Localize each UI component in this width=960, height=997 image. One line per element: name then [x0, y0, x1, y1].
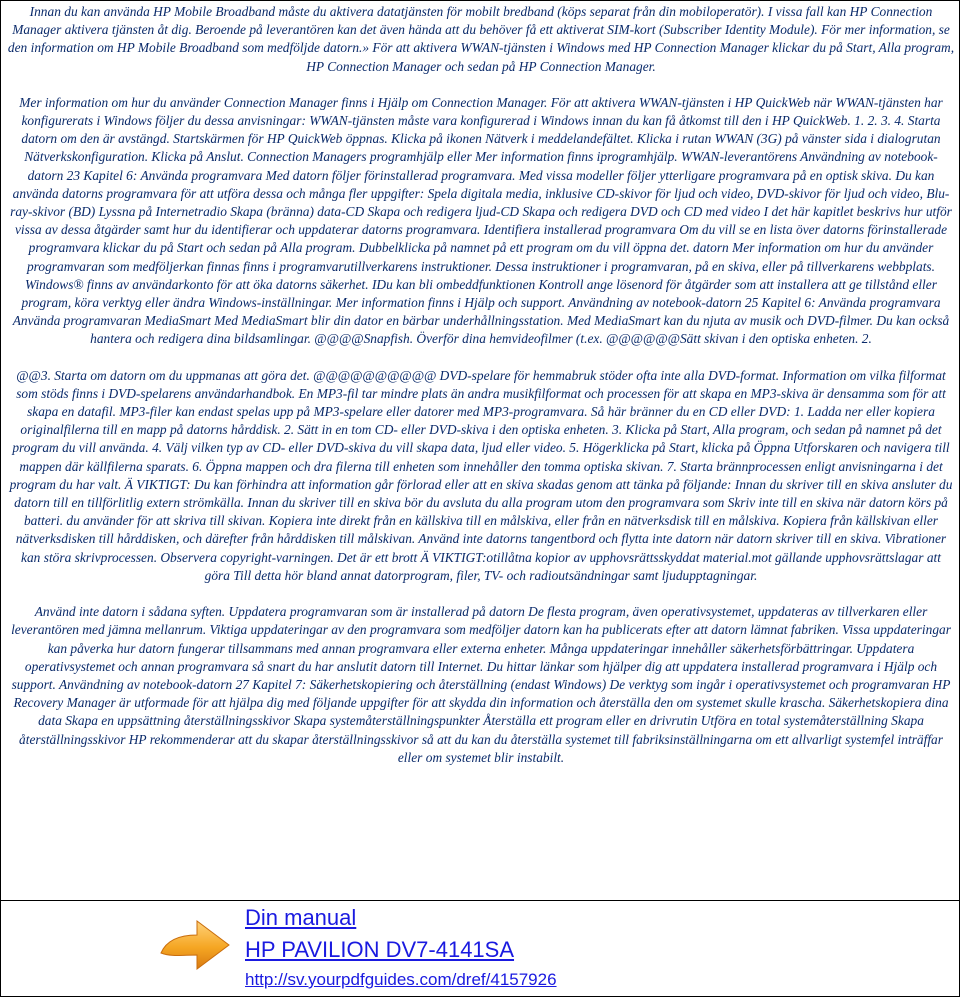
paragraph-updates-backup: Använd inte datorn i sådana syften. Uppdatera programvaran som är installerad på datorn De flesta program, även operativsystemet, uppdateras av tillverkaren eller leverantören med jämna mellanrum. Viktiga uppdateringar av den programvara som medföljer datorn kan ha publicerats efter att datorn lämnat fabriken. Vissa uppdateringar kan påverka hur datorn fungerar tillsammans med annan programvara eller externa enheter. Många uppdateringar innehåller säkerhetsförbättringar. Uppdatera operativsystemet och annan programvara så snart du har anslutit datorn till Internet. Du hittar länkar som hjälper dig att uppdatera installerad programvara i Hjälp och support. Användning av notebook-datorn 27 Kapitel 7: Säkerhetskopiering och återställning (endast Windows) De verktyg som ingår i operativsystemet och programvaran HP Recovery Manager är utformade för att hjälpa dig med följande uppgifter för att skydda din information och återställa den om systemet skulle krascha. Säkerhetskopiera dina data Skapa en uppsättning återställningsskivor Skapa systemåterställningspunkter Återställa ett program eller en drivrutin Utföra en total systemåterställning Skapa återställningsskivor HP rekommenderar att du skapar återställningsskivor så att du kan du återställa systemet till fabriksinställningarna om ett allvarligt systemfel inträffar eller om systemet blir instabilt. — [11, 604, 951, 765]
footer-links — [245, 904, 557, 991]
paragraph-mobile-broadband: Innan du kan använda HP Mobile Broadband måste du aktivera datatjänsten för mobilt bredband (köps separat från din mobiloperatör). I vissa fall kan HP Connection Manager aktivera tjänsten åt dig. Beroende på leverantören kan det även hända att du behöver få ett aktiverat SIM-kort (Subscriber Identity Module). För mer information, se den information om HP Mobile Broadband som medföljde datorn.» För att aktivera WWAN-tjänsten i Windows med HP Connection Manager klickar du på Start, Alla program, HP Connection Manager och sedan på HP Connection Manager. — [7, 4, 955, 74]
arrow-right-icon — [157, 915, 233, 973]
manual-link[interactable]: Din manual — [245, 905, 357, 930]
paragraph-connection-manager-software: Mer information om hur du använder Connection Manager finns i Hjälp om Connection Manager. För att aktivera WWAN-tjänsten i HP QuickWeb när WWAN-tjänsten har konfigurerats i Windows följer du dessa anvisningar: WWAN-tjänsten måste vara konfigurerad i Windows innan du kan få åtkomst till den i HP QuickWeb. 1. 2. 3. 4. Starta datorn om den är avstängd. Startskärmen för HP QuickWeb öppnas. Klicka på ikonen Nätverk i meddelandefältet. Klicka i rutan WWAN (3G) på vänster sida i dialogrutan Nätverkskonfiguration. Klicka på Anslut. Connection Managers programhjälp eller Mer information finns iprogramhjälp. WWAN-leverantörens Användning av notebook-datorn 23 Kapitel 6: Använda programvara Med datorn följer förinstallerad programvara. Med vissa modeller följer ytterligare programvara på en optisk skiva. Du kan använda datorns programvara för att utföra dessa och många fler uppgifter: Spela digitala media, inklusive CD-skivor för ljud och video, DVD-skivor för ljud och video, Blu-ray-skivor (BD) Lyssna på Internetradio Skapa (bränna) data-CD Skapa och redigera ljud-CD Skapa och redigera DVD och CD med video I det här kapitlet beskrivs hur utför vissa av dessa åtgärder samt hur du identifierar och uppdaterar datorns programvara. Identifiera installerad programvara Om du vill se en lista över datorns förinstallerade programvara klickar du på Start och sedan på Alla program. Dubbelklicka på namnet på ett program om du vill öppna det. datorn Mer information om hur du använder programvaran som medföljerkan finnas finns i programvarutillverkarens instruktioner. Dessa instruktioner i programvaran, på en skiva, eller på tillverkarens webbplats. Windows® finns av användarkonto för att öka datorns säkerhet. IDu kan bli ombeddfunktionen Kontroll ange lösenord för åtgärder som att installera att ge tillstånd eller program, köra verktyg eller ändra Windows-inställningar. Mer information finns i Hjälp och support. Användning av notebook-datorn 25 Kapitel 6: Använda programvara Använda programvaran MediaSmart Med MediaSmart blir din dator en bärbar underhållningsstation. Med MediaSmart kan du njuta av musik och DVD-filmer. Du kan också hantera och redigera dina bildsamlingar. @@@@Snapfish. Överför dina hemvideofilmer (t.ex. @@@@@@Sätt skivan i den optiska enheten. 2. — [10, 94, 952, 347]
paragraph-burning-discs: @@3. Starta om datorn om du uppmanas att göra det. @@@@@@@@@@ DVD-spelare för hemmabruk stöder ofta inte alla DVD-format. Information om vilka filformat som stöds finns i DVD-spelarens användarhandbok. En MP3-fil tar mindre plats än andra musikfilformat och processen för att skapa en MP3-skiva är densamma som för att skapa en datafil. MP3-filer kan endast spelas upp på MP3-spelare eller datorer med MP3-programvara. Så här bränner du en CD eller DVD: 1. Ladda ner eller kopiera originalfilerna till en mapp på datorns hårddisk. 2. Sätt in en tom CD- eller DVD-skiva i den optiska enheten. 3. Klicka på Start, Alla program, och sedan på namnet på det program du vill använda. 4. Välj vilken typ av CD- eller DVD-skiva du vill skapa data, ljud eller video. 5. Högerklicka på Start, klicka på Öppna Utforskaren och navigera till mappen där källfilerna sparats. 6. Öppna mappen och dra filerna till enheten som innehåller den tomma optiska skivan. 7. Starta brännprocessen enligt anvisningarna i det program du har valt. Ä VIKTIGT: Du kan förhindra att information går förlorad eller att en skiva skadas genom att tänka på följande: Innan du skriver till en skiva ansluter du datorn till en tillförlitlig extern strömkälla. Innan du skriver till en skiva bör du avsluta du alla program utom den programvara som Skriv inte till en skiva när datorn körs på batteri. du använder för att skriva till skivan. Kopiera inte direkt från en källskiva till en målskiva, eller från en nätverksdisk till en målskiva. Kopiera från källskivan eller nätverksdisken till hårddisken, och därefter från hårddisken till målskivan. Använd inte datorns tangentbord och flytta inte datorn när datorn skriver till en skiva. Vibrationer kan störa skrivprocessen. Observera copyright-varningen. Det är ett brott Ä VIKTIGT:otillåtna kopior av upphovsrättsskyddat material.mot gällande upphovsrättslagar att göra Till detta hör bland annat datorprogram, filer, TV- och radioutsändningar samt ljudupptagningar. — [9, 367, 953, 583]
url-link[interactable]: http://sv.yourpdfguides.com/dref/4157926 — [245, 970, 557, 989]
document-body — [7, 3, 955, 767]
model-link[interactable]: HP PAVILION DV7-4141SA — [245, 937, 515, 962]
footer-divider — [1, 900, 959, 901]
